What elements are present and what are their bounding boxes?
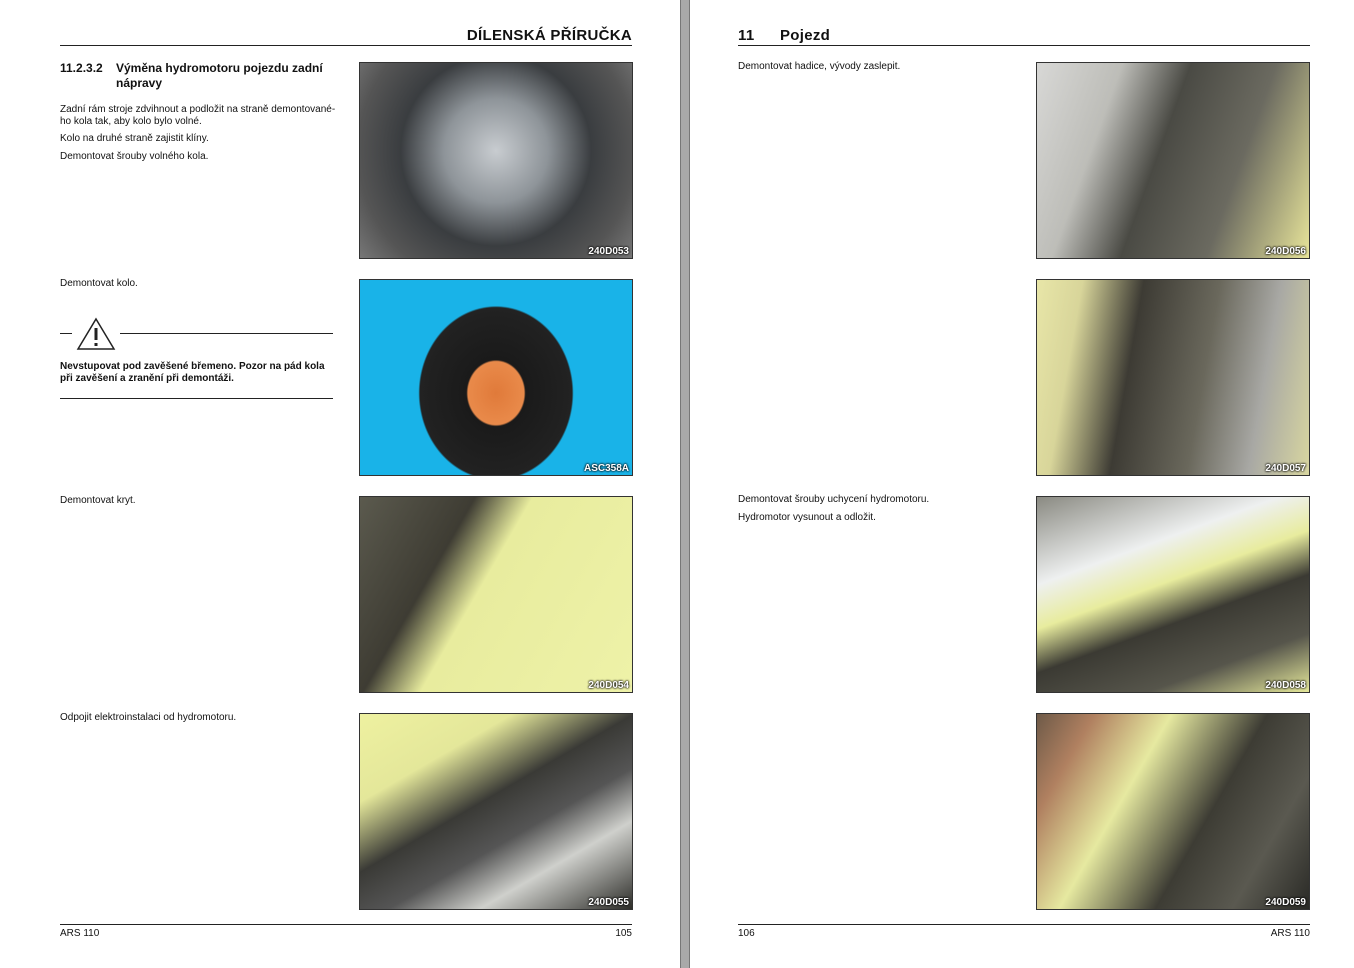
photo-cover bbox=[359, 496, 633, 693]
section-number: 11.2.3.2 bbox=[60, 61, 103, 75]
text-line: Zadní rám stroje zdvihnout a podložit na straně demontované- bbox=[60, 104, 336, 115]
text-line: Kolo na druhé straně zajistit klíny. bbox=[60, 133, 209, 144]
photo-motor-bolts bbox=[1036, 496, 1310, 693]
instruction-text: Odpojit elektroinstalaci od hydromotoru. bbox=[60, 712, 237, 723]
photo-hoses bbox=[1036, 62, 1310, 259]
text-line: Hydromotor vysunout a odložit. bbox=[738, 512, 876, 523]
instruction-text bbox=[60, 104, 335, 163]
instruction-text: Demontovat hadice, vývody zaslepit. bbox=[738, 61, 901, 72]
header-rule bbox=[738, 45, 1310, 46]
instruction-text bbox=[738, 494, 929, 524]
photo-caption: 240D054 bbox=[588, 680, 629, 691]
footer-model: ARS 110 bbox=[60, 928, 100, 939]
photo-wheel-bolts bbox=[359, 62, 633, 259]
header-rule bbox=[60, 45, 632, 46]
photo-motor-removed bbox=[1036, 713, 1310, 910]
page-number: 106 bbox=[738, 928, 755, 939]
chapter-number: 11 bbox=[738, 27, 755, 44]
warning-text bbox=[60, 361, 325, 385]
photo-caption: 240D056 bbox=[1265, 246, 1306, 257]
photo-caption: 240D053 bbox=[588, 246, 629, 257]
text-line: Nevstupovat pod zavěšené břemeno. Pozor na pád kola bbox=[60, 361, 325, 372]
footer-rule bbox=[738, 924, 1310, 925]
text-line: Demontovat šrouby uchycení hydromotoru. bbox=[738, 494, 930, 505]
instruction-text: Demontovat kolo. bbox=[60, 278, 138, 289]
page-header: DÍLENSKÁ PŘÍRUČKA bbox=[466, 27, 632, 44]
instruction-text: Demontovat kryt. bbox=[60, 495, 136, 506]
photo-wheel-lift bbox=[359, 279, 633, 476]
photo-caption: 240D058 bbox=[1265, 680, 1306, 691]
warning-rule bbox=[60, 398, 333, 399]
footer-model: ARS 110 bbox=[1270, 928, 1310, 939]
footer-rule bbox=[60, 924, 632, 925]
chapter-title: Pojezd bbox=[780, 27, 831, 44]
photo-caption: 240D057 bbox=[1265, 463, 1306, 474]
page-divider bbox=[680, 0, 690, 968]
section-title bbox=[116, 61, 323, 91]
page-number: 105 bbox=[615, 928, 632, 939]
text-line: Demontovat šrouby volného kola. bbox=[60, 151, 209, 162]
warning-icon bbox=[76, 317, 116, 351]
photo-electrical bbox=[359, 713, 633, 910]
warning-rule bbox=[120, 333, 333, 334]
section-title-line: Výměna hydromotoru pojezdu zadní bbox=[116, 61, 323, 75]
text-line: při zavěšení a zranění při demontáži. bbox=[60, 373, 234, 384]
photo-caption: 240D059 bbox=[1265, 897, 1306, 908]
section-title-line: nápravy bbox=[116, 76, 163, 90]
text-line: ho kola tak, aby kolo bylo volné. bbox=[60, 116, 202, 127]
photo-caption: ASC358A bbox=[583, 463, 629, 474]
photo-caption: 240D055 bbox=[588, 897, 629, 908]
warning-rule bbox=[60, 333, 72, 334]
photo-wrench bbox=[1036, 279, 1310, 476]
